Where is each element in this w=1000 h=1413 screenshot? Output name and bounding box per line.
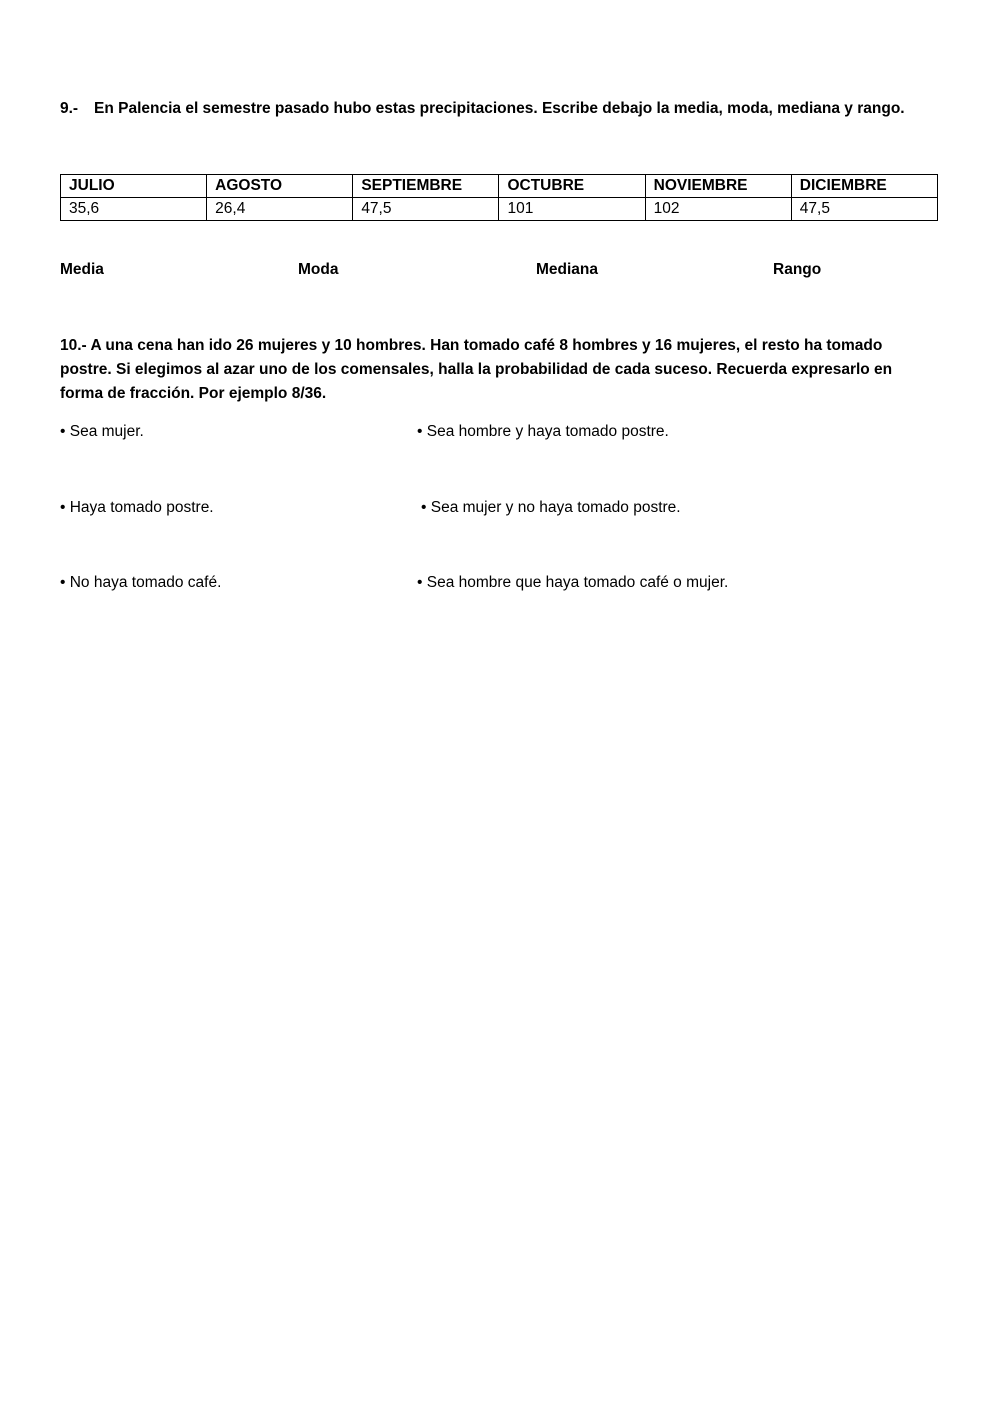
label-moda: Moda <box>298 261 339 278</box>
question-9 <box>60 100 905 118</box>
value-julio: 35,6 <box>61 198 207 221</box>
value-diciembre: 47,5 <box>791 198 937 221</box>
question-10-text: 10.- A una cena han ido 26 mujeres y 10 hombres. Han tomado café 8 hombres y 16 mujeres, el resto ha tomado postre. Si elegimos al azar uno de los comensales, halla la probabilidad de cada suceso. Recuerda expresarlo en forma de fracción. Por ejemplo 8/36. <box>60 337 893 402</box>
event-postre: • Haya tomado postre. <box>60 499 214 516</box>
value-octubre: 101 <box>499 198 645 221</box>
header-septiembre: SEPTIEMBRE <box>353 175 499 198</box>
header-julio: JULIO <box>61 175 207 198</box>
table-header-row <box>61 175 938 198</box>
question-9-text: En Palencia el semestre pasado hubo estas precipitaciones. Escribe debajo la media, moda, mediana y rango. <box>94 100 905 117</box>
event-mujer-no-postre: • Sea mujer y no haya tomado postre. <box>421 499 681 516</box>
table-values-row <box>61 198 938 221</box>
question-9-number: 9.- <box>60 100 79 117</box>
header-noviembre: NOVIEMBRE <box>645 175 791 198</box>
value-septiembre: 47,5 <box>353 198 499 221</box>
label-media: Media <box>60 261 104 278</box>
header-agosto: AGOSTO <box>207 175 353 198</box>
label-rango: Rango <box>773 261 822 278</box>
header-diciembre: DICIEMBRE <box>791 175 937 198</box>
event-hombre-cafe-o-mujer: • Sea hombre que haya tomado café o mujer. <box>417 574 729 591</box>
value-noviembre: 102 <box>645 198 791 221</box>
event-hombre-postre: • Sea hombre y haya tomado postre. <box>417 423 669 440</box>
event-sea-mujer: • Sea mujer. <box>60 423 144 440</box>
value-agosto: 26,4 <box>207 198 353 221</box>
header-octubre: OCTUBRE <box>499 175 645 198</box>
event-no-cafe: • No haya tomado café. <box>60 574 222 591</box>
precipitation-table <box>60 174 938 221</box>
label-mediana: Mediana <box>536 261 599 278</box>
